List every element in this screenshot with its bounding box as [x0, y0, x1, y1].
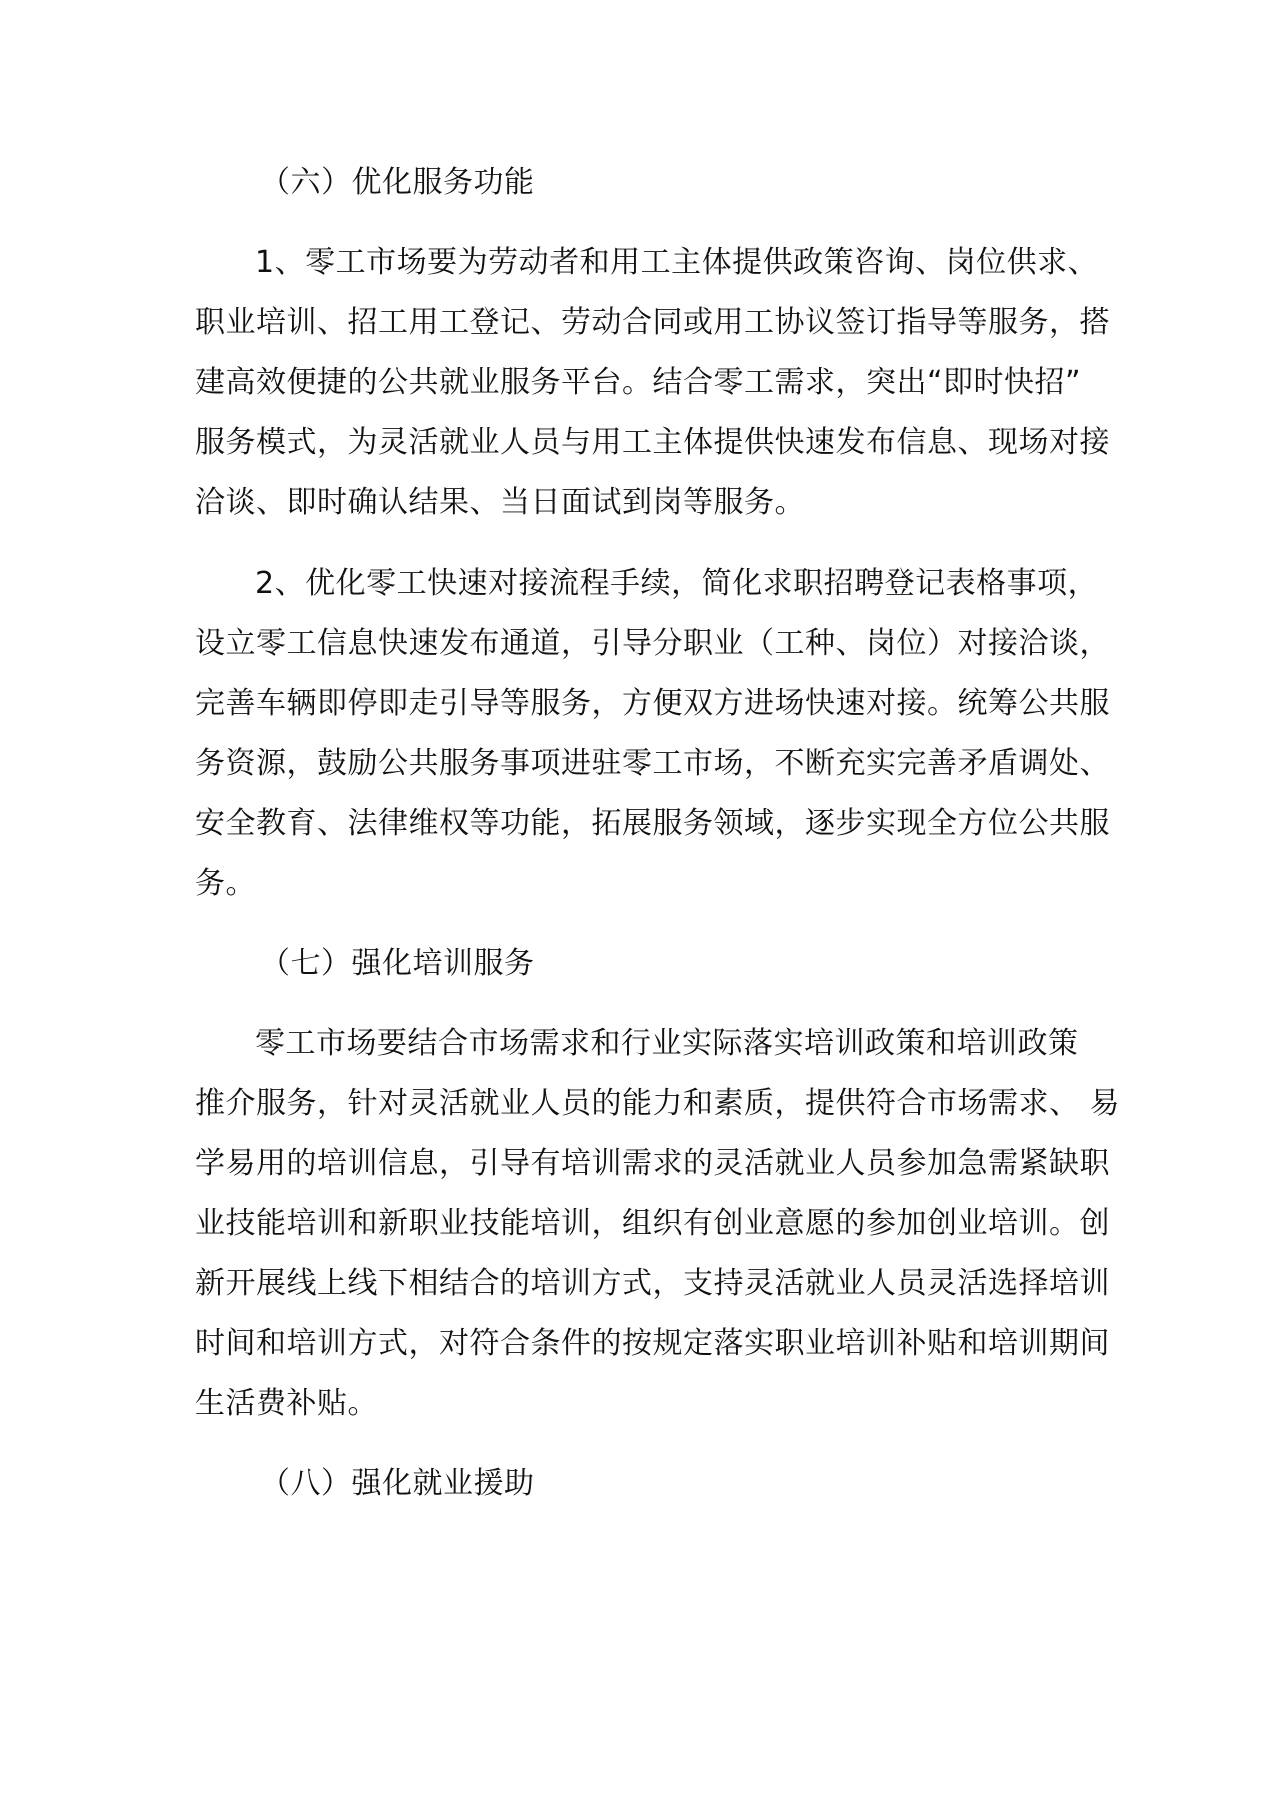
section-6-para1-line-2: 职业培训、招工用工登记、劳动合同或用工协议签订指导等服务，搭	[195, 305, 1110, 340]
section-7-para-line-7: 生活费补贴。	[195, 1386, 378, 1421]
section-6-para2-line-1: 2、优化零工快速对接流程手续，简化求职招聘登记表格事项，	[255, 566, 1099, 601]
section-7-para-line-2: 推介服务，针对灵活就业人员的能力和素质，提供符合市场需求、 易	[195, 1086, 1121, 1121]
section-6-para1-line-4: 服务模式，为灵活就业人员与用工主体提供快速发布信息、现场对接	[195, 425, 1110, 460]
section-7-para-line-1: 零工市场要结合市场需求和行业实际落实培训政策和培训政策	[255, 1026, 1079, 1061]
section-6-para2-line-2: 设立零工信息快速发布通道，引导分职业（工种、岗位）对接洽谈，	[195, 626, 1110, 661]
section-6-para2-line-6: 务。	[195, 866, 256, 901]
section-6-para2-line-4: 务资源，鼓励公共服务事项进驻零工市场，不断充实完善矛盾调处、	[195, 746, 1110, 781]
section-6-para1-line-1: 1、零工市场要为劳动者和用工主体提供政策咨询、岗位供求、	[255, 245, 1099, 280]
section-6-para2-line-5: 安全教育、法律维权等功能，拓展服务领域，逐步实现全方位公共服	[195, 806, 1110, 841]
section-7-para-line-6: 时间和培训方式，对符合条件的按规定落实职业培训补贴和培训期间	[195, 1326, 1110, 1361]
section-6-heading: （六）优化服务功能	[260, 165, 535, 200]
section-6-para2-line-3: 完善车辆即停即走引导等服务，方便双方进场快速对接。统筹公共服	[195, 686, 1110, 721]
section-7-heading: （七）强化培训服务	[260, 946, 535, 981]
section-7-para-line-4: 业技能培训和新职业技能培训，组织有创业意愿的参加创业培训。创	[195, 1206, 1110, 1241]
section-7-para-line-5: 新开展线上线下相结合的培训方式，支持灵活就业人员灵活选择培训	[195, 1266, 1110, 1301]
section-8-heading: （八）强化就业援助	[260, 1466, 535, 1501]
section-7-para-line-3: 学易用的培训信息，引导有培训需求的灵活就业人员参加急需紧缺职	[195, 1146, 1110, 1181]
section-6-para1-line-3: 建高效便捷的公共就业服务平台。结合零工需求，突出“即时快招”	[195, 365, 1082, 400]
section-6-para1-line-5: 洽谈、即时确认结果、当日面试到岗等服务。	[195, 485, 805, 520]
